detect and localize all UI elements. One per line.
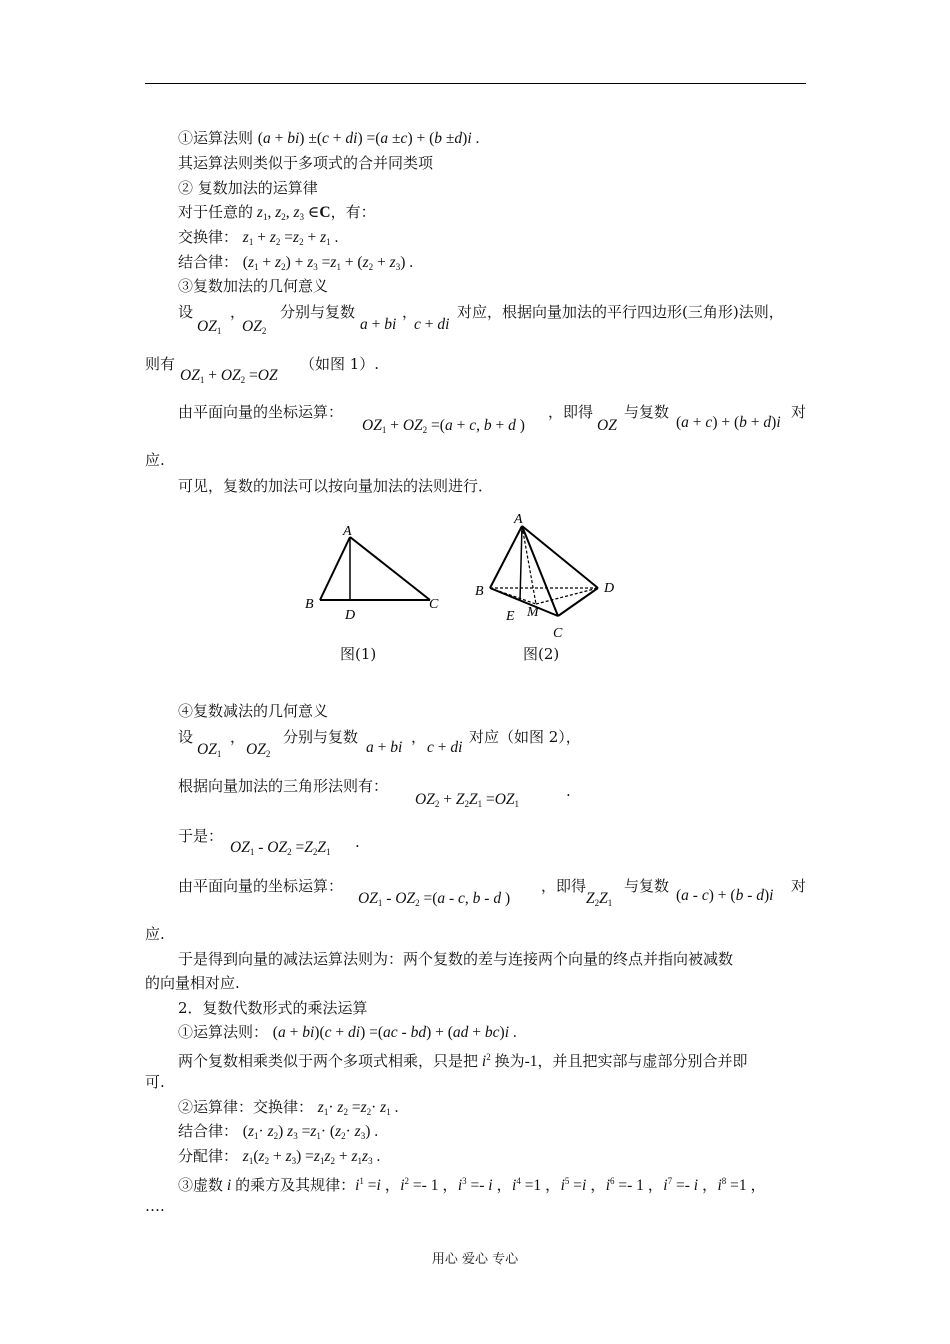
vector-sum-formula: $OZ_1 + OZ_2 =OZ$ <box>180 367 278 385</box>
fig1-label-d: D <box>345 608 356 623</box>
line-conclusion-add: 可见，复数的加法可以按向量加法的法则进行． <box>178 477 494 495</box>
oz1-vector-2: $OZ_1$ <box>197 741 222 759</box>
line-subtraction-rule: 于是得到向量的减法运算法则为：两个复数的差与连接两个向量的终点并指向被减数 <box>178 950 734 968</box>
complex-a-bi-2: a + bi <box>366 739 403 756</box>
line-i-powers: ③虚数 i 的乘方及其规律：$i^1 =i$ ，$i^2 =- 1$ ，$i^3 =- i$ ，$i^4 =1$ ，$i^5 =i$ ，$i^6 =- 1$ ，$i^7 =- i$ ，$i^8 =1$ ， <box>178 1176 767 1194</box>
line-like-terms: 其运算法则类似于多项式的合并同类项 <box>178 154 434 172</box>
associative-formula: $(z_1 + z_2) + z_3 =z_1 + (z_2 + z_3)$ . <box>242 254 414 272</box>
fig1-side-ab <box>320 537 350 600</box>
line-mult-commutative: ②运算律：交换律： $z_1\cdot z_2 =z_2\cdot z_1$ . <box>178 1098 399 1117</box>
mult-rule-formula: (a + bi)(c + di) =(ac - bd) + (ad + bc)i . <box>272 1024 517 1041</box>
heading-addition-geometry: ③复数加法的几何意义 <box>178 277 329 295</box>
heading-multiplication: 2．复数代数形式的乘法运算 <box>178 999 368 1017</box>
line-mult-associative: 结合律： $(z_1\cdot z_2)$ $z_3 =z_1\cdot (z_2\cdot z_3)$ . <box>178 1122 379 1141</box>
complex-sum: (a + c) + (b + d)i <box>676 414 781 431</box>
fig1-side-ac <box>350 537 430 600</box>
figure-1-triangle <box>290 515 450 625</box>
fig2-label-b: B <box>475 584 484 599</box>
oz-vector: OZ <box>597 417 617 434</box>
heading-addition-laws: ② 复数加法的运算律 <box>178 179 318 197</box>
fig2-edge-ab <box>490 526 522 588</box>
add-rule-label: ①运算法则 <box>178 129 254 147</box>
i-squared: $i^2$ <box>481 1052 491 1070</box>
fig2-line-ae <box>520 526 522 600</box>
add-rule-formula: (a + bi) ±(c + di) =(a ±c) + (b ±d)i . <box>257 130 480 147</box>
i-powers-formula: $i^1 =i$ ，$i^2 =- 1$ ，$i^3 =- i$ ，$i^4 =1$ ，$i^5 =i$ ，$i^6 =- 1$ ，$i^7 =- i$ ，$i^8 =1$ ， <box>355 1176 767 1194</box>
page-footer: 用心 爱心 专心 <box>431 1252 519 1267</box>
line-mult-rule: ①运算法则： (a + bi)(c + di) =(ac - bd) + (ad + bc)i . <box>178 1023 517 1041</box>
line-associative: 结合律： $(z_1 + z_2) + z_3 =z_1 + (z_2 + z_3)$ . <box>178 253 414 272</box>
fig1-label-a: A <box>343 524 352 539</box>
fig2-line-bm <box>490 588 536 604</box>
z-set: $z_1$, $z_2$, $z_3$ ∈C <box>256 204 331 222</box>
mult-comm-formula: $z_1\cdot z_2 =z_2\cdot z_1$ . <box>317 1099 399 1117</box>
minus-one: -1 <box>524 1053 538 1070</box>
l8-she: 设 <box>178 303 194 321</box>
figure-2-tetrahedron <box>470 508 630 643</box>
fig2-label-d: D <box>604 581 615 596</box>
line-mult-explain: 两个复数相乘类似于两个多项式相乘，只是把 $i^2$ 换为-1，并且把实部与虚部分别合并即 <box>178 1052 748 1070</box>
complex-a-bi: a + bi <box>360 316 397 333</box>
header-rule <box>145 83 806 84</box>
commutative-formula: $z_1 + z_2 =z_2 + z_1$ . <box>242 229 339 247</box>
complex-c-di: c + di <box>414 316 450 333</box>
heading-subtraction-geometry: ④复数减法的几何意义 <box>178 702 329 720</box>
fig2-line-md <box>536 588 598 604</box>
fig2-label-a: A <box>514 512 523 527</box>
fig2-line-am <box>522 526 536 604</box>
oz2-vector: $OZ_2$ <box>242 318 267 336</box>
complex-diff: (a - c) + (b - d)i <box>676 887 774 904</box>
coord-sum-formula: $OZ_1 + OZ_2 =(a + c$, b + d ) <box>362 417 525 435</box>
mult-assoc-formula: $(z_1\cdot z_2)$ $z_3 =z_1\cdot (z_2\cdot z_3)$ . <box>242 1123 379 1141</box>
difference-formula: $OZ_1 - OZ_2 =Z_2Z_1$ <box>230 839 331 857</box>
fig2-label-m: M <box>527 605 539 620</box>
triangle-rule-formula: $OZ_2 + Z_2Z_1 =OZ_1$ <box>415 791 520 809</box>
complex-c-di-2: c + di <box>427 739 463 756</box>
z2z1-vector: $Z_2Z_1$ <box>586 890 613 908</box>
figure-1-caption: 图(1) <box>340 645 377 663</box>
fig1-label-b: B <box>305 597 314 612</box>
fig2-label-e: E <box>506 609 515 624</box>
fig2-label-c: C <box>553 626 563 641</box>
fig1-label-c: C <box>429 597 439 612</box>
fig2-edge-dc <box>558 588 598 616</box>
line-distributive: 分配律： $z_1(z_2 + z_3) =z_1z_2 + z_1z_3$ . <box>178 1147 381 1166</box>
line-for-any: 对于任意的 $z_1$, $z_2$, $z_3$ ∈C，有： <box>178 203 376 222</box>
line-commutative: 交换律： $z_1 + z_2 =z_2 + z_1$ . <box>178 228 339 247</box>
figure-2-caption: 图(2) <box>523 645 560 663</box>
distributive-formula: $z_1(z_2 + z_3) =z_1z_2 + z_1z_3$ . <box>242 1148 381 1166</box>
oz2-vector-2: $OZ_2$ <box>246 741 271 759</box>
line-add-rule <box>178 128 479 149</box>
oz1-vector: $OZ_1$ <box>197 318 222 336</box>
coord-diff-formula: $OZ_1 - OZ_2 =(a - c$, b - d ) <box>358 890 511 908</box>
